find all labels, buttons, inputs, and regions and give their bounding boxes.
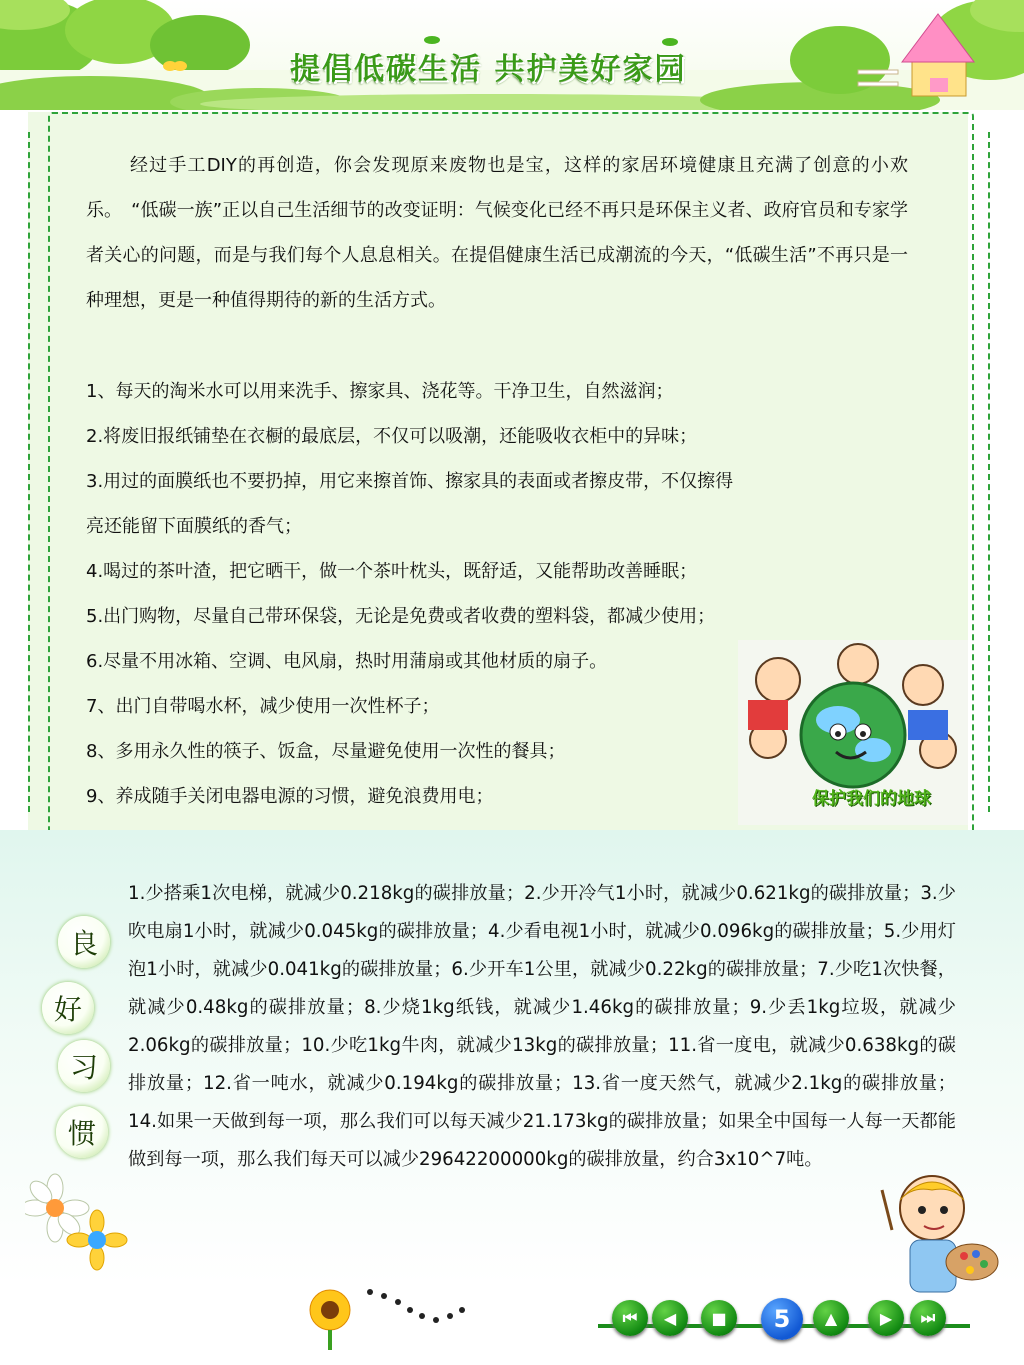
next-page-button[interactable]: ▶ (868, 1300, 904, 1336)
tip-item: 3.用过的面膜纸也不要扔掉，用它来擦首饰、擦家具的表面或者擦皮带，不仅擦得 (86, 471, 734, 492)
tip-item: 2.将废旧报纸铺垫在衣橱的最底层，不仅可以吸潮，还能吸收衣柜中的异味； (86, 426, 698, 447)
header-banner (0, 0, 1024, 110)
tip-item: 8、多用永久性的筷子、饭盒，尽量避免使用一次性的餐具； (86, 741, 566, 762)
painter-boy-icon (872, 1170, 1002, 1305)
habit-char: 习 (58, 1040, 110, 1092)
prev-page-button[interactable]: ◀ (652, 1300, 688, 1336)
carbon-facts-paragraph: 1.少搭乘1次电梯，就减少0.218kg的碳排放量；2.少开冷气1小时，就减少0.621kg的碳排放量；3.少吹电扇1小时，就减少0.045kg的碳排放量；4.少看电视1小时，就减少0.096kg的碳排放量；5.少用灯泡1小时，就减少0.041kg的碳排放量；6.少开车1公里，就减少0.22kg的碳排放量；7.少吃1次快餐，就减少0.48kg的碳排放量；8.少烧1kg纸钱，就减少1.46kg的碳排放量；9.少丢1kg垃圾，就减少2.06kg的碳排放量；10.少吃1kg牛肉，就减少13kg的碳排放量；11.省一度电，就减少0.638kg的碳排放量；12.省一吨水，就减少0.194kg的碳排放量；13.省一度天然气，就减少2.1kg的碳排放量； 14.如果一天做到每一项，那么我们可以每天减少21.173kg的碳排放量；如果全中国每一人每一天都能做到每一项，那么我们每天可以减少29642200000kg的碳排放量，约合3x10^7吨。 (128, 883, 956, 1170)
habit-char: 好 (42, 982, 94, 1034)
habit-char: 良 (58, 916, 110, 968)
stop-button[interactable]: ■ (701, 1300, 737, 1336)
intro-paragraph: 经过手工DIY的再创造，你会发现原来废物也是宝，这样的家居环境健康且充满了创意的小欢乐。 “低碳一族”正以自己生活细节的改变证明：气候变化已经不再只是环保主义者、政府官员和专家学者关心的问题，而是与我们每个人息息相关。在提倡健康生活已成潮流的今天，“低碳生活”不再只是一种理想，更是一种值得期待的新的生活方式。 (86, 155, 908, 311)
tip-item: 7、出门自带喝水杯，减少使用一次性杯子； (86, 696, 440, 717)
tip-item: 1、每天的淘米水可以用来洗手、擦家具、浇花等。干净卫生，自然滋润； (86, 381, 674, 402)
tip-item: 6.尽量不用冰箱、空调、电风扇，热时用蒲扇或其他材质的扇子。 (86, 651, 608, 672)
tip-item: 亮还能留下面膜纸的香气； (86, 516, 302, 537)
tip-item: 9、养成随手关闭电器电源的习惯，避免浪费用电； (86, 786, 494, 807)
page-title: 提倡低碳生活 共护美好家园 (290, 52, 687, 87)
panel-border-right (968, 132, 990, 812)
tip-item: 4.喝过的茶叶渣，把它晒干，做一个茶叶枕头，既舒适，又能帮助改善睡眠； (86, 561, 698, 582)
panel-border-left (28, 132, 50, 812)
page-number-badge: 5 (761, 1298, 803, 1340)
last-page-button[interactable]: ⏭ (910, 1300, 946, 1336)
tip-item: 5.出门购物，尽量自己带环保袋，无论是免费或者收费的塑料袋，都减少使用； (86, 606, 716, 627)
habit-char: 惯 (56, 1106, 108, 1158)
sunflower-icon (298, 1280, 478, 1350)
first-page-button[interactable]: ⏮ (612, 1300, 648, 1336)
home-button[interactable]: ▲ (813, 1300, 849, 1336)
image-caption: 保护我们的地球 (812, 789, 931, 809)
flower-icon (25, 1170, 135, 1280)
